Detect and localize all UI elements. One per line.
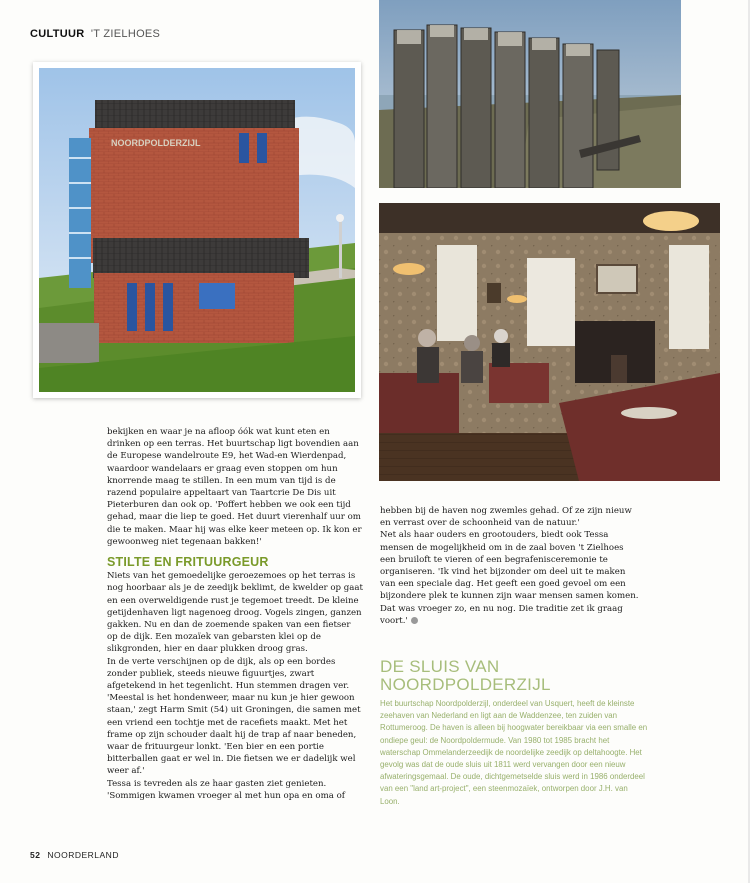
section-label: CULTUUR — [30, 28, 85, 40]
paragraph: Niets van het gemoedelijke geroezemoes op het terras is nog hoorbaar als je de zeedijk beklimt, de kwelder op gaat en een overweldigende rust je tegemoet treedt. De kleine getijdenhaven ligt nagenoeg droog. Vogels zingen, ganzen gakken. Nu en dan de zoemende spaken van een fietser op de dijk. Een mozaïek van gebarsten klei op de slikgronden, hier en daar plukken droog gras. — [107, 571, 363, 655]
paragraph: Tessa is tevreden als ze haar gasten ziet genieten. 'Sommigen kwamen vroeger al met hun opa en oma of — [107, 778, 345, 801]
paragraph: bekijken en waar je na afloop óók wat kunt eten en drinken op een terras. Het buurtschap ligt bovendien aan de Europese wandelroute E9, het Wad-en Wierdenpad, waardoor wandelaars er graag even stoppen om hun knorrende maag te stillen. In een mum van tijd is de razend populaire appeltaart van Taartcrie De Dis uit Pieterburen dan ook op. 'Poffert hebben we ook een tijd gehad, maar die liep te goed. Het duurt vierenhalf uur om die te maken. Maar hij was elke keer meteen op. Ik kon er gewoonweg niet tegenaan bakken!' — [107, 427, 362, 547]
sidebar-body: Het buurtschap Noordpolderzijl, onderdeel van Usquert, heeft de kleinste zeehaven van Nederland en ligt aan de Waddenzee, ten zuiden van Rottumeroog. De haven is alleen bij hoogwater bereikbaar via een smalle en ondiepe geul: de Noordpoldermude. Van 1980 tot 1985 bracht het waterschap Ommelanderzeedijk de noordelijke zeedijk op deltahoogte. Het gevolg was dat de oude sluis uit 1811 werd vervangen door een nieuw afwateringsgemaal. De oude, dichtgemetselde sluis werd in 1986 onderdeel van een "land art-project", een steenmozaïek, ontworpen door J.H. van Loon. — [380, 699, 648, 806]
right-text-column — [380, 505, 640, 627]
page-number: 52 — [30, 850, 41, 860]
magazine-name: NOORDERLAND — [47, 850, 119, 860]
section-sublabel: 'T ZIELHOES — [90, 28, 161, 40]
sidebar-title: DE SLUIS VAN NOORDPOLDERZIJL — [380, 657, 551, 694]
cafe-interior-photo — [379, 203, 720, 481]
page-footer — [30, 850, 119, 860]
building-photo-frame — [33, 62, 361, 398]
section-header — [30, 28, 160, 40]
left-text-column — [107, 426, 363, 802]
sluice-photo — [379, 0, 681, 188]
end-mark-icon — [411, 617, 418, 624]
paragraph-final: Net als haar ouders en grootouders, biedt ook Tessa mensen de mogelijkheid om in de zaal boven 't Zielhoes een bruiloft te vieren of een begrafenisceremonie te organiseren. 'Ik vind het bijzonder om deel uit te maken van een speciale dag. Het geeft een goed gevoel om een bijzondere plek te kunnen zijn waar mensen samen komen. Dat was vroeger zo, en nu nog. Die traditie zet ik graag voort.' — [380, 530, 639, 626]
building-sign-text: NOORDPOLDERZIJL — [111, 138, 201, 148]
paragraph: In de verte verschijnen op de dijk, als op een bordes zonder publiek, steeds nieuwe figuurtjes, zwart afgetekend in het tegenlicht. Hun stemmen dragen ver. 'Meestal is het hondenweer, maar nu kun je hier gewoon staan,' zegt Harm Smit (54) uit Groningen, die samen met een vriend een tochtje met de racefiets maakt. Met het frame op zijn schouder daalt hij de trap af naar beneden, waar de frituurgeur lonkt. 'Een bier en een portie bitterballen gaat er wel in. Die fietsen we er dadelijk wel weer af.' — [107, 656, 361, 777]
building-photo — [39, 68, 355, 392]
subheading-stilte: STILTE EN FRITUURGEUR — [107, 555, 269, 570]
paragraph: hebben bij de haven nog zwemles gehad. Of ze zijn nieuw en verrast over de schoonheid van de natuur.' — [380, 506, 632, 529]
